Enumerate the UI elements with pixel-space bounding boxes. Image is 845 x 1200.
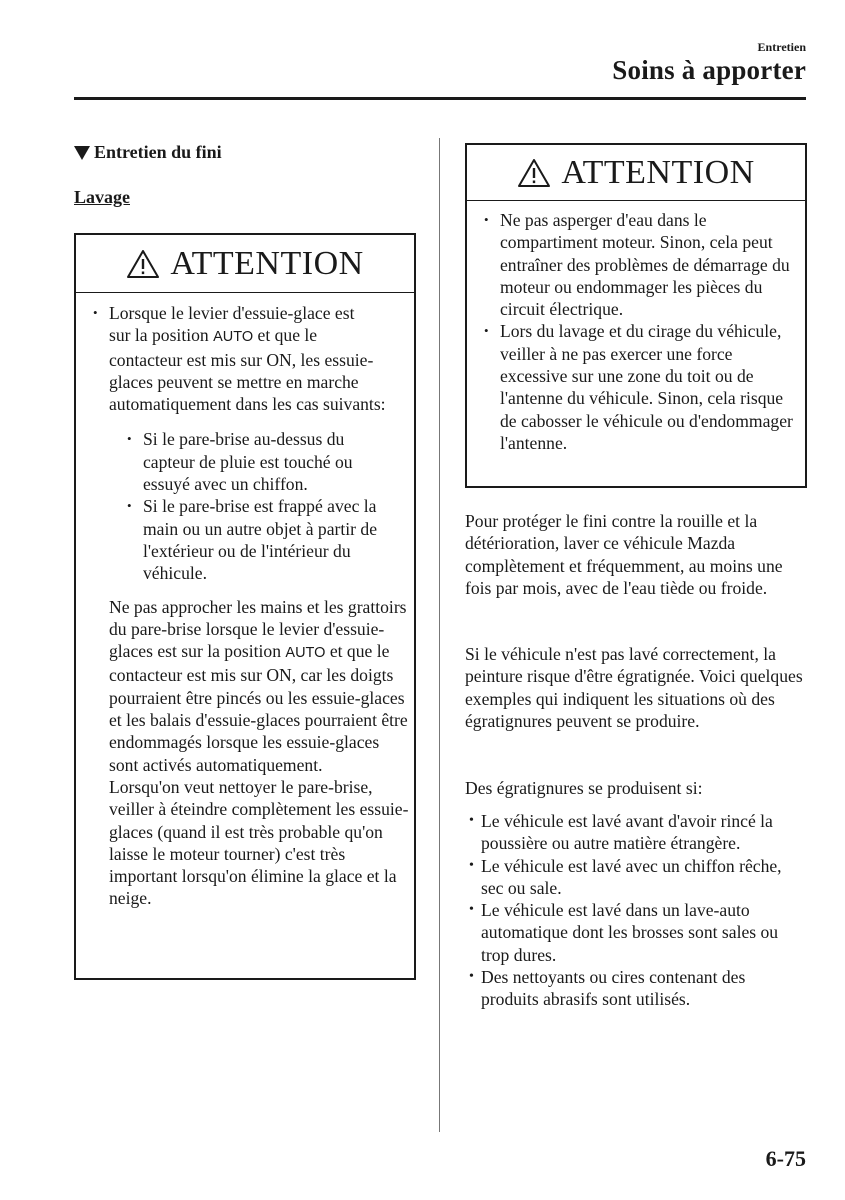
scratch-cause-list — [465, 810, 800, 1011]
section-heading — [74, 142, 222, 163]
subsection-heading: Lavage — [74, 187, 130, 207]
warning-triangle-icon — [126, 249, 160, 279]
sub-bullet-list — [93, 428, 391, 584]
attention-body — [76, 302, 414, 910]
header-rule — [74, 97, 806, 100]
page-title: Soins à apporter — [612, 55, 806, 85]
warning-triangle-icon — [517, 158, 551, 188]
column-divider — [439, 138, 440, 1132]
attention-paragraph — [93, 596, 409, 776]
attention-box-right — [465, 143, 807, 488]
list-item: • Des nettoyants ou cires contenant des produits abrasifs sont utilisés. — [465, 966, 800, 1011]
attention-header — [467, 145, 805, 201]
list-item: • Le véhicule est lavé avec un chiffon rêche, sec ou sale. — [465, 855, 800, 900]
bullet-text: contacteur est mis sur ON, les essuie-glaces peuvent se mettre en marche automatiquement dans les cas suivants: — [109, 349, 386, 415]
attention-header — [76, 235, 414, 293]
body-paragraph: Des égratignures se produisent si: — [465, 778, 703, 798]
sub-bullet: • Si le pare-brise est frappé avec la main ou un autre objet à partir de l'extérieur ou de l'intérieur du véhicule. — [127, 495, 391, 584]
text-segment: sur la position — [109, 325, 214, 346]
text-segment: et que le contacteur est mis sur ON, car les doigts pourraient être pincés ou les essuie-glaces et les balais d'essuie-glaces pourraient être endommagés lorsque les essuie-glaces sont activés automatiquement. — [109, 641, 408, 775]
attention-label: ATTENTION — [561, 153, 755, 191]
text-segment: Ne pas approcher les mains et les grattoirs du pare-brise lorsque le levier d'essuie-glaces est sur la position — [109, 596, 407, 662]
list-item: • Le véhicule est lavé dans un lave-auto automatique dont les brosses sont sales ou trop dures. — [465, 899, 800, 966]
page-number: 6-75 — [765, 1146, 806, 1171]
attention-label: ATTENTION — [170, 244, 364, 282]
bullet-line — [109, 324, 408, 348]
triangle-down-icon — [74, 146, 90, 160]
attention-bullet — [93, 302, 408, 415]
attention-bullet: • Lors du lavage et du cirage du véhicule, veiller à ne pas exercer une force excessive sur une zone du toit ou de l'antenne du véhicule. Sinon, cela risque de cabosser le véhicule ou d'endommager l'antenne. — [484, 320, 802, 454]
auto-label: AUTO — [213, 329, 254, 346]
attention-body — [467, 209, 805, 454]
body-paragraph: Si le véhicule n'est pas lavé correctement, la peinture risque d'être égratignée. Voici quelques exemples qui indiquent les situations où des égratignures peuvent se produire. — [465, 644, 803, 731]
body-paragraph: Pour protéger le fini contre la rouille et la détérioration, laver ce véhicule Mazda complètement et fréquemment, au moins une fois par mois, avec de l'eau tiède ou froide. — [465, 511, 783, 598]
section-heading-text: Entretien du fini — [94, 142, 222, 162]
attention-paragraph: Lorsqu'on veut nettoyer le pare-brise, veiller à éteindre complètement les essuie-glaces (quand il est très probable qu'on laisse le moteur tourner) c'est très important lorsqu'on élimine la glace et la neige. — [109, 776, 409, 909]
attention-box-left — [74, 233, 416, 980]
attention-bullet: • Ne pas asperger d'eau dans le compartiment moteur. Sinon, cela peut entraîner des problèmes de démarrage du moteur ou endommager les pièces du circuit électrique. — [484, 209, 796, 320]
sub-bullet: • Si le pare-brise au-dessus du capteur de pluie est touché ou essuyé avec un chiffon. — [127, 428, 391, 495]
auto-label: AUTO — [285, 645, 326, 662]
text-segment: et que le — [253, 325, 318, 346]
header-section: Entretien — [757, 40, 806, 54]
bullet-line: • Lorsque le levier d'essuie-glace est — [109, 303, 355, 323]
list-item: • Le véhicule est lavé avant d'avoir rincé la poussière ou autre matière étrangère. — [465, 810, 800, 855]
